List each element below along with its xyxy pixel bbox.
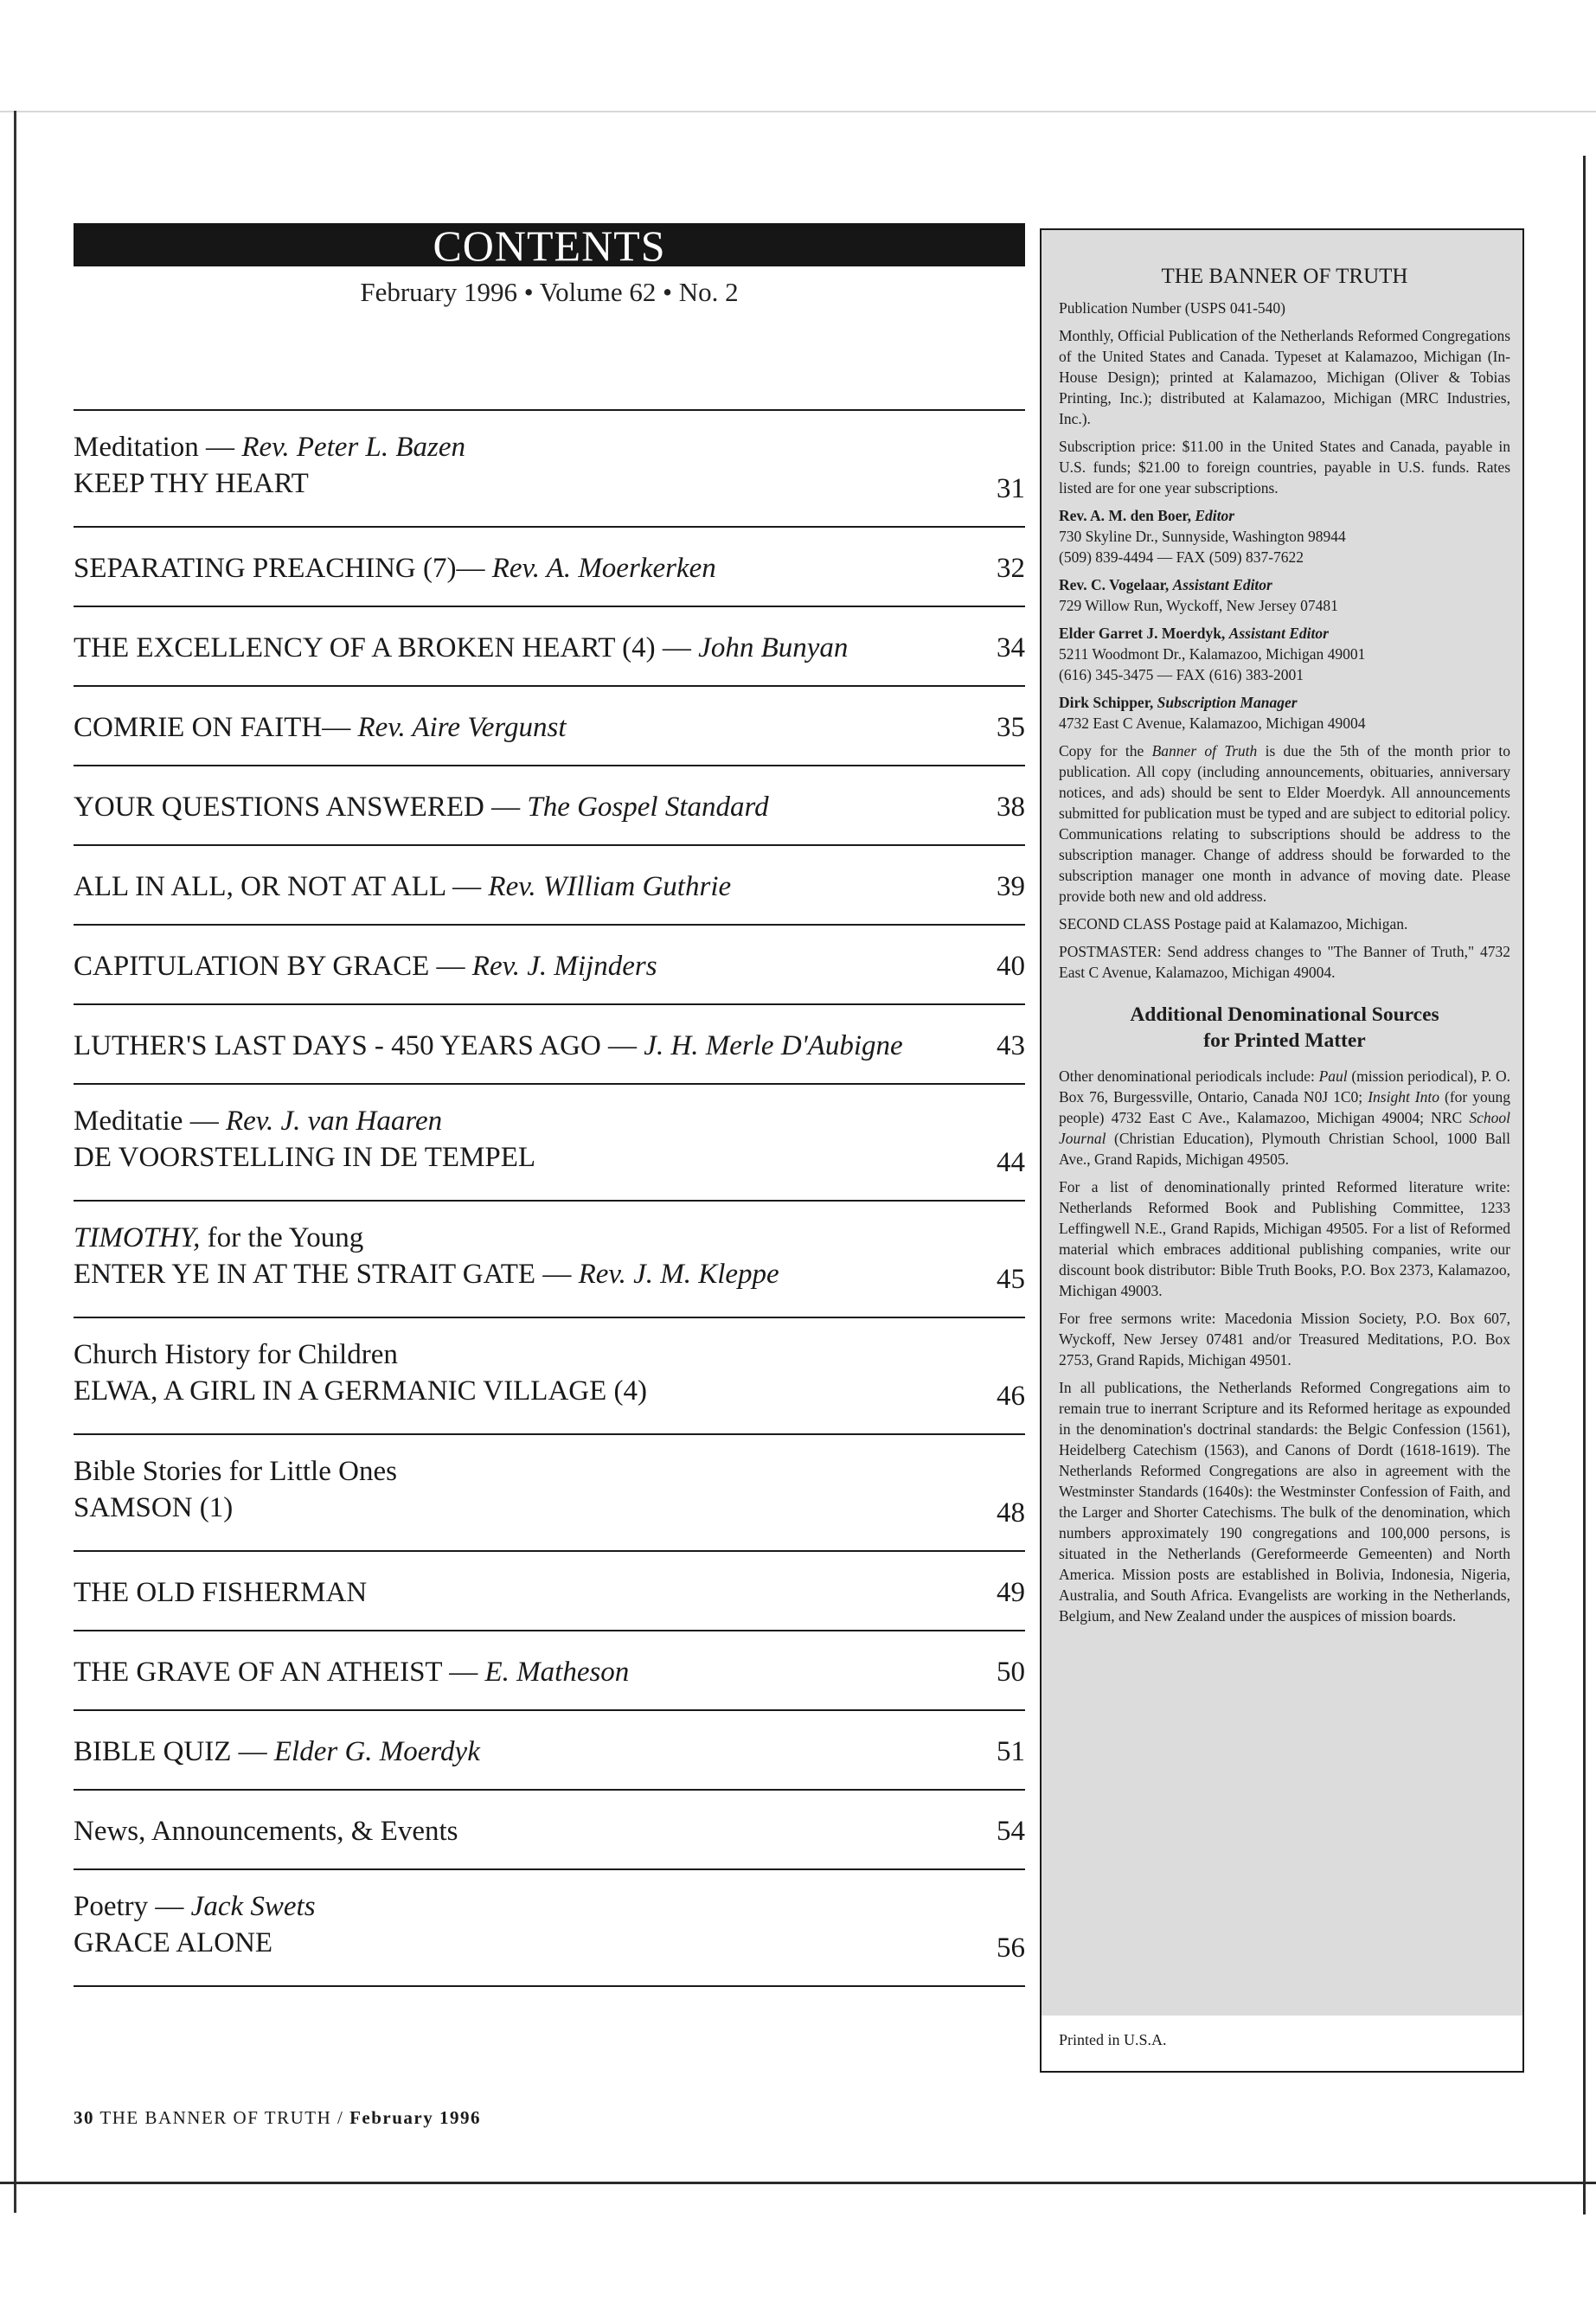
toc-entry-page: 35 — [997, 712, 1025, 743]
table-of-contents — [74, 409, 1025, 1987]
publication-info: Monthly, Official Publication of the Netherlands Reformed Congregations of the United States and Canada. Typeset at Kalamazoo, Michigan (In-House Design); printed at Kalamazoo, Michigan (Oliver & Tobias Printing, Inc.); distributed at Kalamazoo, Michigan (MRC Industries, Inc.). — [1059, 327, 1510, 427]
sources-heading: Additional Denominational Sources for Printed Matter — [1130, 1003, 1439, 1052]
toc-entry[interactable] — [74, 765, 1025, 844]
toc-entry-page: 40 — [997, 951, 1025, 982]
toc-entry-title: News, Announcements, & Events — [74, 1816, 458, 1847]
second-class-notice: SECOND CLASS Postage paid at Kalamazoo, Michigan. — [1059, 915, 1408, 933]
scan-edge-top — [0, 111, 1596, 112]
toc-entry-page: 56 — [997, 1932, 1025, 1964]
toc-entry-title: COMRIE ON FAITH— Rev. Aire Vergunst — [74, 712, 567, 743]
toc-entry[interactable] — [74, 526, 1025, 606]
scan-edge-right — [1583, 156, 1586, 2214]
publication-number: Publication Number (USPS 041-540) — [1059, 299, 1286, 317]
copy-policy: Copy for the Banner of Truth is due the 5th of the month prior to publication. All copy (including announcements, obituaries, anniversary notices, and ads) should be sent to Elder Moerdyk. All announcements submitted for publication must be typed and are subject to editorial policy. Communications relating to subscriptions should be address to the subscription manager. Change of address should be forwarded to the subscription manager one month in advance of moving date. Please provide both new and old address. — [1059, 742, 1510, 905]
toc-entry[interactable] — [74, 1317, 1025, 1433]
toc-entry[interactable] — [74, 1550, 1025, 1630]
subscription-info: Subscription price: $11.00 in the United States and Canada, payable in U.S. funds; $21.00 to foreign countries, payable in U.S. funds. Rates listed are for one year subscriptions. — [1059, 438, 1510, 497]
toc-entry-title: CAPITULATION BY GRACE — Rev. J. Mijnders — [74, 951, 657, 982]
toc-entry-title: ALL IN ALL, OR NOT AT ALL — Rev. WIlliam Guthrie — [74, 871, 732, 902]
toc-entry[interactable] — [74, 1433, 1025, 1550]
postmaster-notice: POSTMASTER: Send address changes to "The Banner of Truth," 4732 East C Avenue, Kalamazoo, Michigan 49004. — [1059, 943, 1510, 981]
toc-entry-page: 49 — [997, 1577, 1025, 1608]
toc-entry-page: 38 — [997, 792, 1025, 823]
toc-entry[interactable] — [74, 1083, 1025, 1200]
toc-entry-page: 51 — [997, 1736, 1025, 1767]
toc-entry-title: KEEP THY HEART — [74, 468, 309, 499]
toc-entry-title: THE GRAVE OF AN ATHEIST — E. Matheson — [74, 1657, 630, 1688]
toc-entry-title: SAMSON (1) — [74, 1492, 234, 1523]
toc-entry-title: ENTER YE IN AT THE STRAIT GATE — Rev. J. M. Kleppe — [74, 1259, 779, 1290]
footer-date: February 1996 — [349, 2107, 481, 2128]
footer-publication: THE BANNER OF TRUTH / — [99, 2107, 344, 2128]
toc-entry-title: THE OLD FISHERMAN — [74, 1577, 368, 1608]
toc-entry-title: ELWA, A GIRL IN A GERMANIC VILLAGE (4) — [74, 1375, 647, 1407]
sermons-info: For free sermons write: Macedonia Mission Society, P.O. Box 607, Wyckoff, New Jersey 07481 and/or Treasured Meditations, P.O. Box 2753, Grand Rapids, Michigan 49501. — [1059, 1310, 1510, 1368]
toc-entry-page: 48 — [997, 1497, 1025, 1529]
toc-entry-title: BIBLE QUIZ — Elder G. Moerdyk — [74, 1736, 480, 1767]
toc-entry[interactable] — [74, 685, 1025, 765]
scan-edge-left — [14, 111, 16, 2213]
scan-edge-bottom — [0, 2182, 1596, 2184]
masthead-title: THE BANNER OF TRUTH — [1161, 265, 1408, 288]
page-number: 30 — [74, 2107, 94, 2128]
editor-entry: Rev. A. M. den Boer, Editor 730 Skyline Dr., Sunnyside, Washington 98944 (509) 839-4494 — FAX (509) 837-7622 — [1059, 507, 1346, 566]
toc-entry[interactable] — [74, 1200, 1025, 1317]
toc-entry-title: DE VOORSTELLING IN DE TEMPEL — [74, 1142, 536, 1173]
toc-entry-page: 39 — [997, 871, 1025, 902]
toc-entry-line1: Bible Stories for Little Ones — [74, 1456, 397, 1487]
toc-entry-page: 31 — [997, 473, 1025, 504]
toc-entry-line1: Poetry — Jack Swets — [74, 1891, 316, 1922]
editor-entry: Rev. C. Vogelaar, Assistant Editor 729 Willow Run, Wyckoff, New Jersey 07481 — [1059, 576, 1338, 614]
literature-info: For a list of denominationally printed Reformed literature write: Netherlands Reformed Book and Publishing Committee, 1233 Leffingwell N.E., Grand Rapids, Michigan 49505. For a list of Reformed material which embraces additional publishing companies, write our discount book distributor: Bible Truth Books, P.O. Box 2373, Kalamazoo, Michigan 49003. — [1059, 1178, 1510, 1299]
printed-in-label: Printed in U.S.A. — [1059, 2031, 1167, 2048]
toc-entry[interactable] — [74, 1789, 1025, 1868]
page-footer — [74, 2107, 481, 2129]
toc-entry[interactable] — [74, 924, 1025, 1003]
toc-entry[interactable] — [74, 1630, 1025, 1709]
toc-entry-title: YOUR QUESTIONS ANSWERED — The Gospel Standard — [74, 792, 769, 823]
contents-banner — [74, 223, 1025, 266]
editor-entry: Elder Garret J. Moerdyk, Assistant Editor 5211 Woodmont Dr., Kalamazoo, Michigan 49001 (616) 345-3475 — FAX (616) 383-2001 — [1059, 625, 1366, 683]
toc-entry-title: THE EXCELLENCY OF A BROKEN HEART (4) — John Bunyan — [74, 632, 849, 663]
masthead-footer — [1040, 2016, 1524, 2073]
toc-entry[interactable] — [74, 1003, 1025, 1083]
toc-entry[interactable] — [74, 1868, 1025, 1987]
toc-entry-title: SEPARATING PREACHING (7)— Rev. A. Moerkerken — [74, 553, 716, 584]
page-title: CONTENTS — [433, 223, 666, 266]
issue-line: February 1996 • Volume 62 • No. 2 — [360, 277, 739, 307]
toc-entry-line1: Church History for Children — [74, 1339, 398, 1370]
other-periodicals: Other denominational periodicals include: Paul (mission periodical), P. O. Box 76, Burgessville, Ontario, Canada N0J 1C0; Insight Into (for young people) 4732 East C Ave., Kalamazoo, Michigan 49004; NRC School Journal (Christian Education), Plymouth Christian School, 1000 Ball Ave., Grand Rapids, Michigan 49505. — [1059, 1067, 1510, 1168]
toc-entry-line1: Meditation — Rev. Peter L. Bazen — [74, 432, 466, 463]
toc-entry-page: 45 — [997, 1264, 1025, 1295]
toc-entry[interactable] — [74, 606, 1025, 685]
toc-entry-line1: TIMOTHY, for the Young — [74, 1222, 364, 1253]
toc-entry-title: LUTHER'S LAST DAYS - 450 YEARS AGO — J. H. Merle D'Aubigne — [74, 1030, 903, 1061]
toc-entry[interactable] — [74, 409, 1025, 526]
editor-entry: Dirk Schipper, Subscription Manager 4732 East C Avenue, Kalamazoo, Michigan 49004 — [1059, 694, 1366, 732]
toc-entry-page: 50 — [997, 1657, 1025, 1688]
toc-entry[interactable] — [74, 1709, 1025, 1789]
toc-entry-page: 54 — [997, 1816, 1025, 1847]
denomination-statement: In all publications, the Netherlands Reformed Congregations aim to remain true to inerrant Scripture and its Reformed heritage as expounded in the denomination's doctrinal standards: the Belgic Confession (1561), Heidelberg Catechism (1563), and Canons of Dordt (1618-1619). The Netherlands Reformed Congregations are also in agreement with the Westminster Standards (1640s): the Westminster Confession of Faith, and the Larger and Shorter Catechisms. The bulk of the denomination, which numbers approximately 190 congregations and 100,000 persons, is situated in the Netherlands (Gereformeerde Gemeenten) and North America. Mission posts are established in Bolivia, Indonesia, Nigeria, Australia, and South Africa. Evangelists are working in the Netherlands, Belgium, and New Zealand under the auspices of mission boards. — [1059, 1379, 1510, 1625]
toc-entry-title: GRACE ALONE — [74, 1927, 273, 1958]
masthead-box — [1040, 228, 1524, 2073]
toc-entry-line1: Meditatie — Rev. J. van Haaren — [74, 1106, 443, 1137]
toc-entry-page: 43 — [997, 1030, 1025, 1061]
toc-entry-page: 44 — [997, 1147, 1025, 1178]
toc-entry-page: 46 — [997, 1381, 1025, 1412]
toc-entry-page: 34 — [997, 632, 1025, 663]
toc-entry[interactable] — [74, 844, 1025, 924]
toc-entry-page: 32 — [997, 553, 1025, 584]
